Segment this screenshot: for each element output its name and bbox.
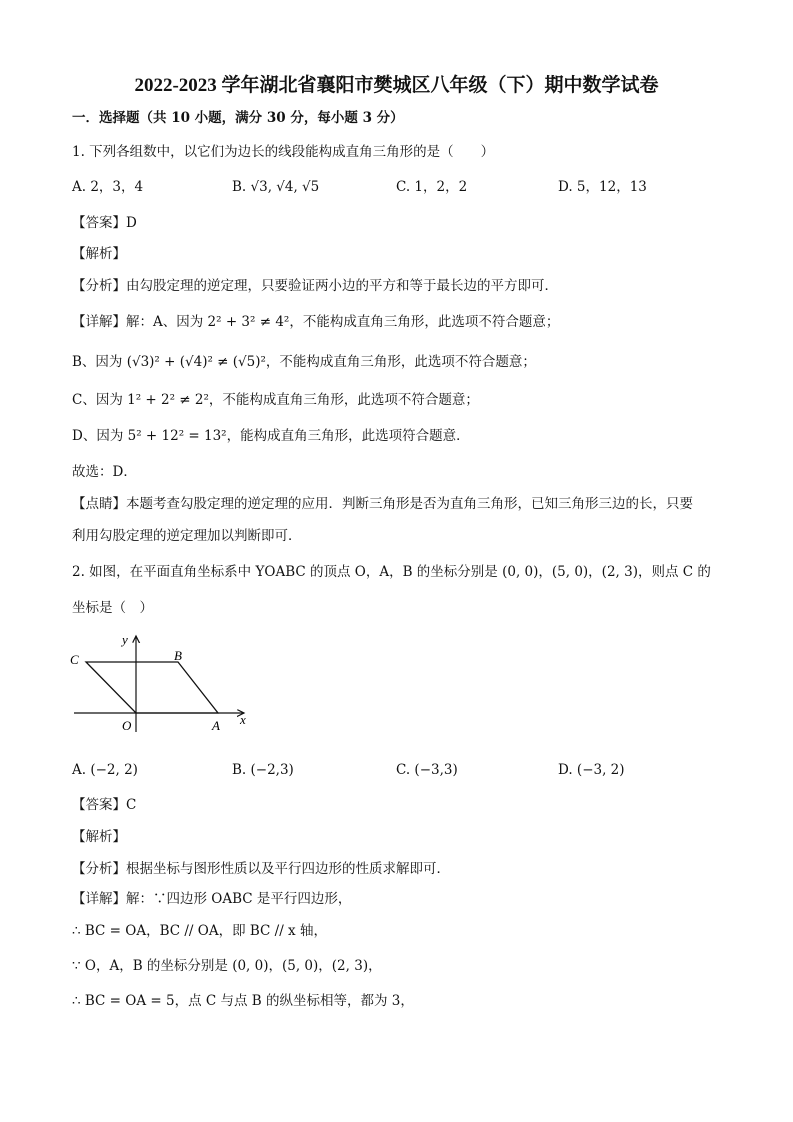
q2-step-2: ∵ O，A，B 的坐标分别是 (0, 0)，(5, 0)，(2, 3)， xyxy=(72,958,382,974)
q2-option-d: D. (−3, 2) xyxy=(558,762,625,778)
q2-option-a: A. (−2, 2) xyxy=(72,762,138,778)
q1-line-c: C、因为 1² + 2² ≠ 2²，不能构成直角三角形，此选项不符合题意； xyxy=(72,392,479,408)
question-1-stem: 1. 下列各组数中，以它们为边长的线段能构成直角三角形的是（ ） xyxy=(72,144,495,160)
q2-option-b: B. (−2,3) xyxy=(232,762,294,778)
q1-fenxi: 【分析】由勾股定理的逆定理，只要验证两小边的平方和等于最长边的平方即可． xyxy=(72,278,558,294)
q1-option-a: A. 2，3，4 xyxy=(72,179,144,195)
q2-analysis-label: 【解析】 xyxy=(72,829,126,845)
label-y: y xyxy=(122,632,128,647)
q2-xiangjie: 【详解】解：∵四边形 OABC 是平行四边形， xyxy=(72,891,352,907)
q1-option-c: C. 1，2，2 xyxy=(396,179,468,195)
q1-line-d: D、因为 5² + 12² = 13²，能构成直角三角形，此选项符合题意． xyxy=(72,428,470,444)
q1-choose: 故选：D． xyxy=(72,464,137,480)
label-x: x xyxy=(240,712,246,727)
q2-fenxi: 【分析】根据坐标与图形性质以及平行四边形的性质求解即可． xyxy=(72,861,450,877)
question-2-stem-line2: 坐标是（ ） xyxy=(72,600,153,616)
label-b: B xyxy=(174,648,182,663)
q1-option-b: B. √3, √4, √5 xyxy=(232,179,320,195)
parallelogram-figure xyxy=(66,628,266,738)
q1-dianjing-line1: 【点睛】本题考查勾股定理的逆定理的应用．判断三角形是否为直角三角形，已知三角形三边的长，只要 xyxy=(72,496,693,512)
q2-step-3: ∴ BC = OA = 5，点 C 与点 B 的纵坐标相等，都为 3， xyxy=(72,993,414,1009)
question-2-stem-line1: 2. 如图，在平面直角坐标系中 YOABC 的顶点 O，A，B 的坐标分别是 (0, 0)，(5, 0)，(2, 3)，则点 C 的 xyxy=(72,564,711,580)
label-o: O xyxy=(122,718,132,733)
q1-analysis-label: 【解析】 xyxy=(72,246,126,262)
q1-xiangjie: 【详解】解：A、因为 2² + 3² ≠ 4²，不能构成直角三角形，此选项不符合题意； xyxy=(72,314,560,330)
page-title: 2022-2023 学年湖北省襄阳市樊城区八年级（下）期中数学试卷 xyxy=(134,75,659,96)
q2-answer: 【答案】C xyxy=(72,797,137,813)
q1-line-b: B、因为 (√3)² + (√4)² ≠ (√5)²，不能构成直角三角形，此选项不符合题意； xyxy=(72,354,536,370)
section-heading: 一．选择题（共 10 小题，满分 30 分，每小题 3 分） xyxy=(72,110,404,126)
q1-answer: 【答案】D xyxy=(72,215,137,231)
label-c: C xyxy=(70,652,79,667)
q2-step-1: ∴ BC = OA，BC // OA，即 BC // x 轴， xyxy=(72,923,327,939)
q2-option-c: C. (−3,3) xyxy=(396,762,458,778)
parallelogram-oabc xyxy=(86,662,218,713)
label-a: A xyxy=(212,718,220,733)
q1-dianjing-line2: 利用勾股定理的逆定理加以判断即可． xyxy=(72,528,302,544)
q1-option-d: D. 5，12，13 xyxy=(558,179,647,195)
